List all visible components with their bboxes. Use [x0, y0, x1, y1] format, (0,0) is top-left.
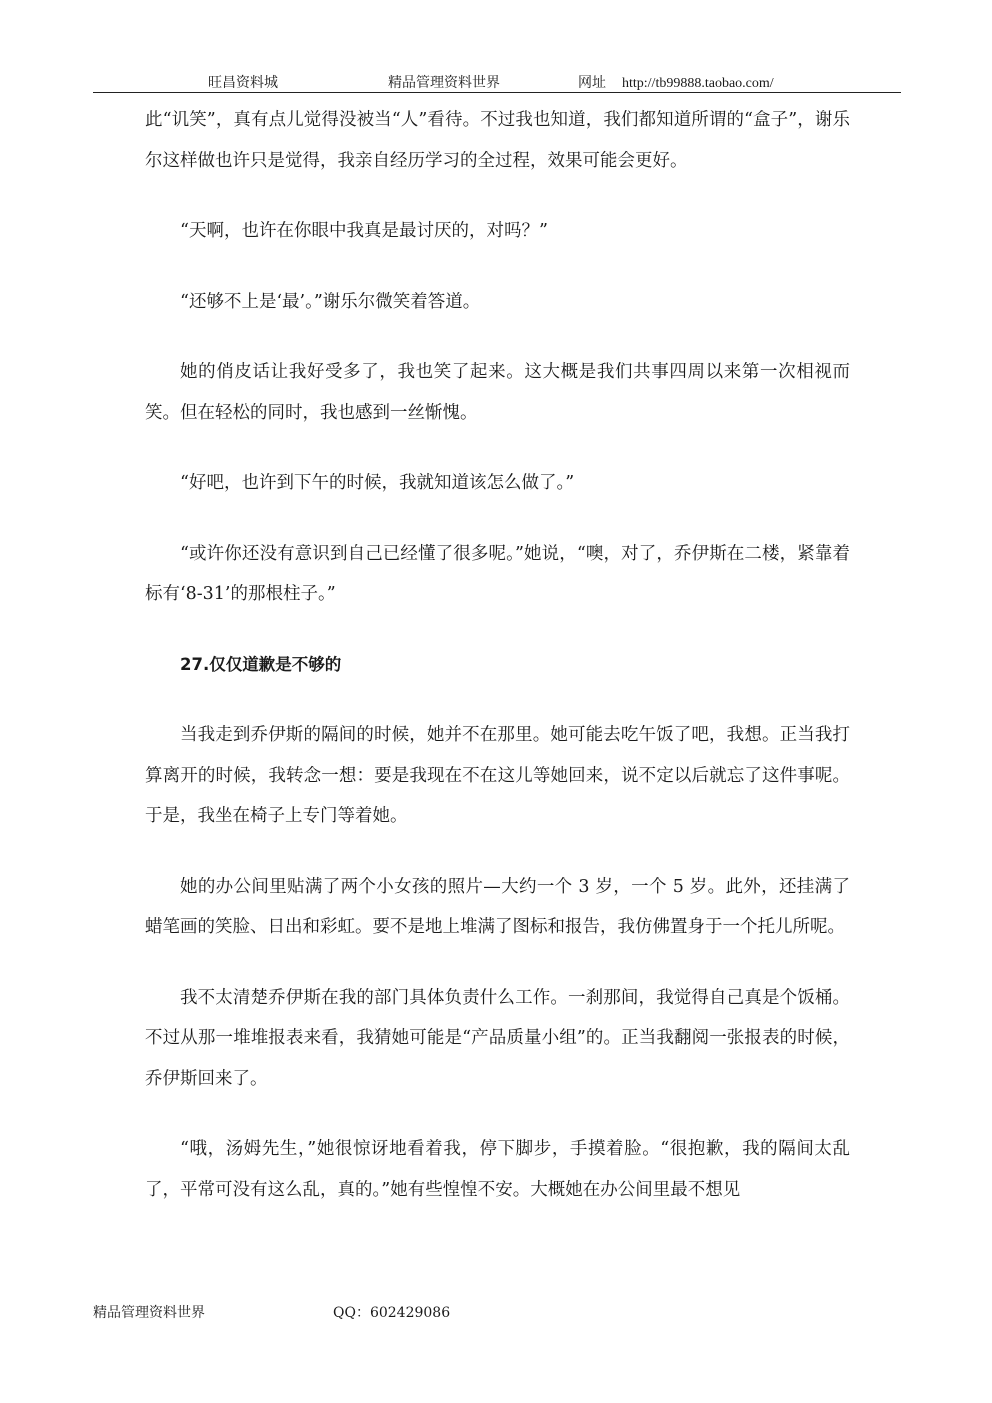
paragraph: “天啊，也许在你眼中我真是最讨厌的，对吗？”	[180, 221, 548, 241]
paragraph: 她的俏皮话让我好受多了，我也笑了起来。这大概是我们共事四周以来第一次相视而笑。但在轻松的同时，我也感到一丝惭愧。	[145, 362, 850, 423]
paragraph: “好吧，也许到下午的时候，我就知道该怎么做了。”	[180, 473, 575, 493]
header-collection: 精品管理资料世界	[388, 75, 500, 91]
footer-collection: 精品管理资料世界	[93, 1305, 205, 1321]
header-url-block	[578, 72, 774, 92]
paragraph: 我不太清楚乔伊斯在我的部门具体负责什么工作。一刹那间，我觉得自己真是个饭桶。不过从那一堆堆报表来看，我猜她可能是“产品质量小组”的。正当我翻阅一张报表的时候，乔伊斯回来了。	[145, 987, 850, 1089]
paragraph: 她的办公间里贴满了两个小女孩的照片—大约一个 3 岁，一个 5 岁。此外，还挂满了蜡笔画的笑脸、日出和彩虹。要不是地上堆满了图标和报告，我仿佛置身于一个托儿所呢。	[145, 876, 850, 937]
section-heading: 27.仅仅道歉是不够的	[180, 654, 342, 674]
page-header	[0, 72, 992, 94]
header-url-link[interactable]: http://tb99888.taobao.com/	[622, 76, 774, 91]
paragraph: “哦，汤姆先生，”她很惊讶地看着我，停下脚步，手摸着脸。“很抱歉，我的隔间太乱了，平常可没有这么乱，真的。”她有些惶惶不安。大概她在办公间里最不想见	[145, 1139, 850, 1200]
page-footer	[0, 1302, 992, 1324]
document-body	[145, 100, 850, 1240]
paragraph: “或许你还没有意识到自己已经懂了很多呢。”她说，“噢，对了，乔伊斯在二楼，紧靠着标有‘8-31’的那根柱子。”	[145, 543, 850, 604]
header-site-name: 旺昌资料城	[208, 75, 278, 91]
footer-qq: QQ：602429086	[333, 1305, 451, 1321]
header-divider	[93, 92, 901, 93]
paragraph: 此“讥笑”，真有点儿觉得没被当“人”看待。不过我也知道，我们都知道所谓的“盒子”，谢乐尔这样做也许只是觉得，我亲自经历学习的全过程，效果可能会更好。	[145, 110, 850, 171]
header-url-label: 网址	[578, 75, 606, 91]
paragraph: 当我走到乔伊斯的隔间的时候，她并不在那里。她可能去吃午饭了吧，我想。正当我打算离开的时候，我转念一想：要是我现在不在这儿等她回来，说不定以后就忘了这件事呢。于是，我坐在椅子上专门等着她。	[145, 725, 850, 826]
paragraph: “还够不上是‘最’。”谢乐尔微笑着答道。	[180, 291, 481, 312]
